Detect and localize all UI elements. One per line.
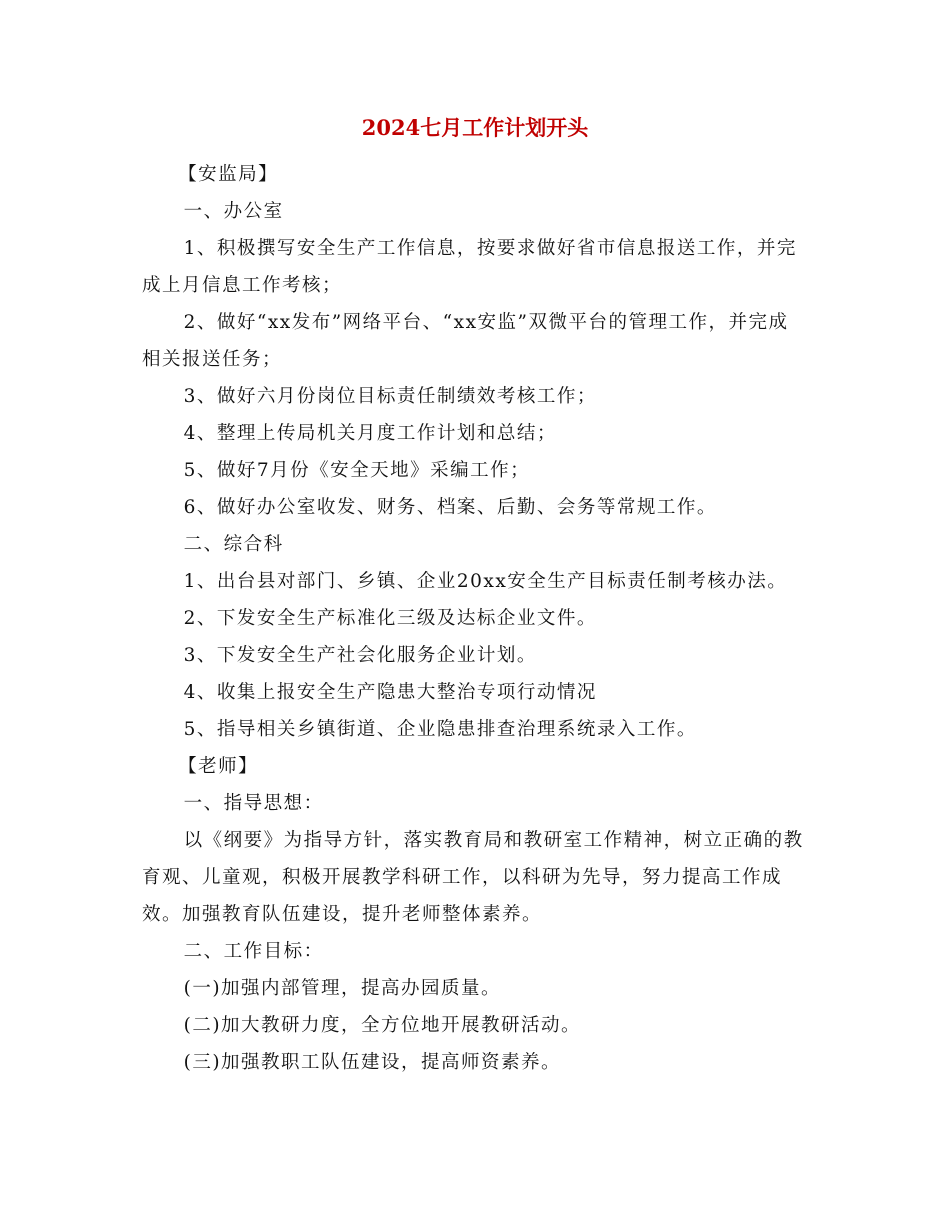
subheading-general-section: 二、综合科 [183, 534, 284, 555]
paragraph: 4、整理上传局机关月度工作计划和总结； [183, 423, 557, 444]
section-heading-teacher: 【老师】 [178, 756, 259, 777]
subheading-guiding-ideology: 一、指导思想： [183, 793, 324, 814]
paragraph: 1、出台县对部门、乡镇、企业20xx安全生产目标责任制考核办法。 [183, 571, 788, 592]
paragraph: 2、下发安全生产标准化三级及达标企业文件。 [183, 608, 597, 629]
paragraph: 2、做好“xx发布”网络平台、“xx安监”双微平台的管理工作，并完成相关报送任务； [142, 312, 789, 370]
subheading-work-goals: 二、工作目标： [183, 941, 324, 962]
paragraph: (三)加强教职工队伍建设，提高师资素养。 [183, 1052, 562, 1073]
document-body [142, 156, 806, 1081]
paragraph: 5、指导相关乡镇街道、企业隐患排查治理系统录入工作。 [183, 719, 697, 740]
subheading-office: 一、办公室 [183, 201, 284, 222]
document-title: 2024七月工作计划开头 [361, 115, 589, 140]
paragraph: 5、做好7月份《安全天地》采编工作； [183, 460, 531, 481]
paragraph: 3、做好六月份岗位目标责任制绩效考核工作； [183, 386, 597, 407]
paragraph: 以《纲要》为指导方针，落实教育局和教研室工作精神，树立正确的教育观、儿童观，积极开展教学科研工作，以科研为先导，努力提高工作成效。加强教育队伍建设，提升老师整体素养。 [142, 830, 804, 925]
paragraph: 3、下发安全生产社会化服务企业计划。 [183, 645, 537, 666]
paragraph: 6、做好办公室收发、财务、档案、后勤、会务等常规工作。 [183, 497, 717, 518]
paragraph: 1、积极撰写安全生产工作信息，按要求做好省市信息报送工作，并完成上月信息工作考核； [142, 238, 797, 296]
section-heading-safety-bureau: 【安监局】 [178, 164, 279, 185]
paragraph: (一)加强内部管理，提高办园质量。 [183, 978, 502, 999]
paragraph: (二)加大教研力度，全方位地开展教研活动。 [183, 1015, 582, 1036]
paragraph: 4、收集上报安全生产隐患大整治专项行动情况 [183, 682, 597, 703]
